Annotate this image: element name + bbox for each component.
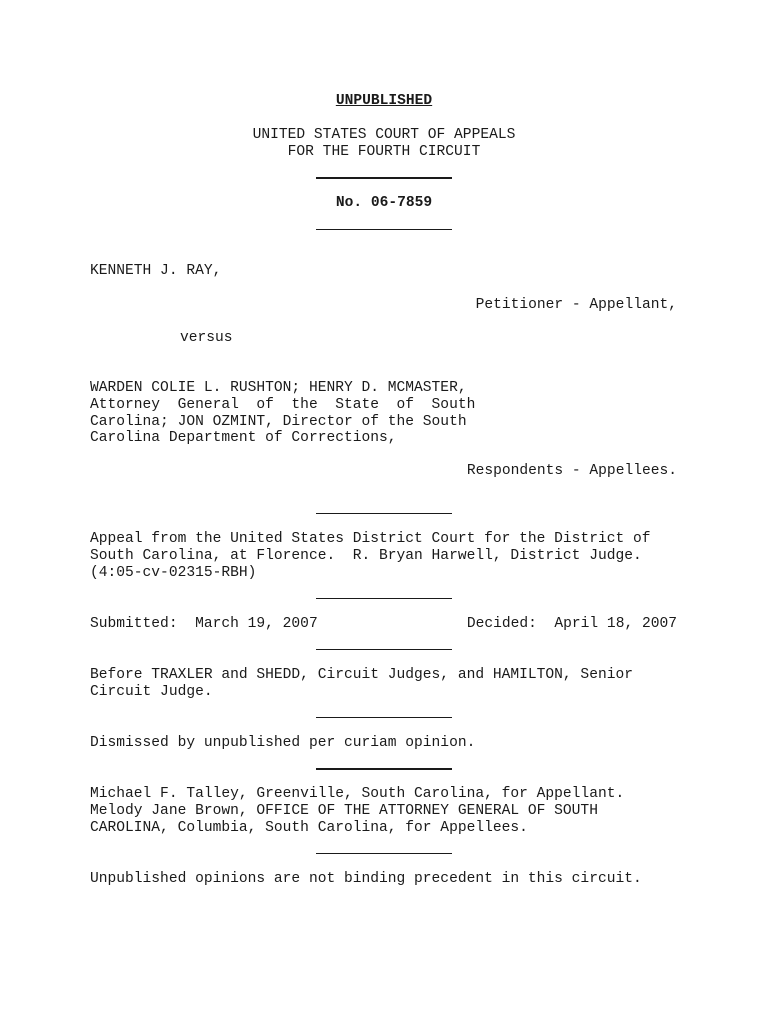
precedent-note: Unpublished opinions are not binding precedent in this circuit. [90, 871, 642, 887]
panel-paragraph: Before TRAXLER and SHEDD, Circuit Judges, and HAMILTON, Senior Circuit Judge. [90, 667, 633, 700]
decided-date: Decided: April 18, 2007 [466, 616, 677, 632]
unpublished-heading: UNPUBLISHED [335, 93, 433, 109]
respondents-block: WARDEN COLIE L. RUSHTON; HENRY D. MCMASTER, Attorney General of the State of South Carolina; JON OZMINT, Director of the South Carolina Department of Corrections, [90, 380, 476, 447]
divider-rule [316, 649, 452, 650]
court-name-line2: FOR THE FOURTH CIRCUIT [287, 144, 481, 160]
divider-rule [316, 229, 452, 230]
petitioner-name: KENNETH J. RAY, [90, 263, 222, 279]
divider-rule [316, 853, 452, 854]
court-name-line1: UNITED STATES COURT OF APPEALS [252, 127, 516, 143]
counsel-paragraph: Michael F. Talley, Greenville, South Carolina, for Appellant. Melody Jane Brown, OFFICE OF THE ATTORNEY GENERAL OF SOUTH CAROLINA, Columbia, South Carolina, for Appellees. [90, 786, 625, 836]
submitted-date: Submitted: March 19, 2007 [90, 616, 318, 632]
divider-rule [316, 768, 452, 770]
divider-rule [316, 177, 452, 179]
divider-rule [316, 598, 452, 599]
disposition-line: Dismissed by unpublished per curiam opinion. [90, 735, 476, 751]
appeal-paragraph: Appeal from the United States District Court for the District of South Carolina, at Florence. R. Bryan Harwell, District Judge. (4:05-cv-02315-RBH) [90, 531, 651, 581]
divider-rule [316, 717, 452, 718]
divider-rule [316, 513, 452, 514]
petitioner-role: Petitioner - Appellant, [475, 297, 677, 313]
versus-label: versus [180, 330, 233, 346]
case-number: No. 06-7859 [335, 195, 433, 211]
respondent-role: Respondents - Appellees. [466, 463, 677, 479]
